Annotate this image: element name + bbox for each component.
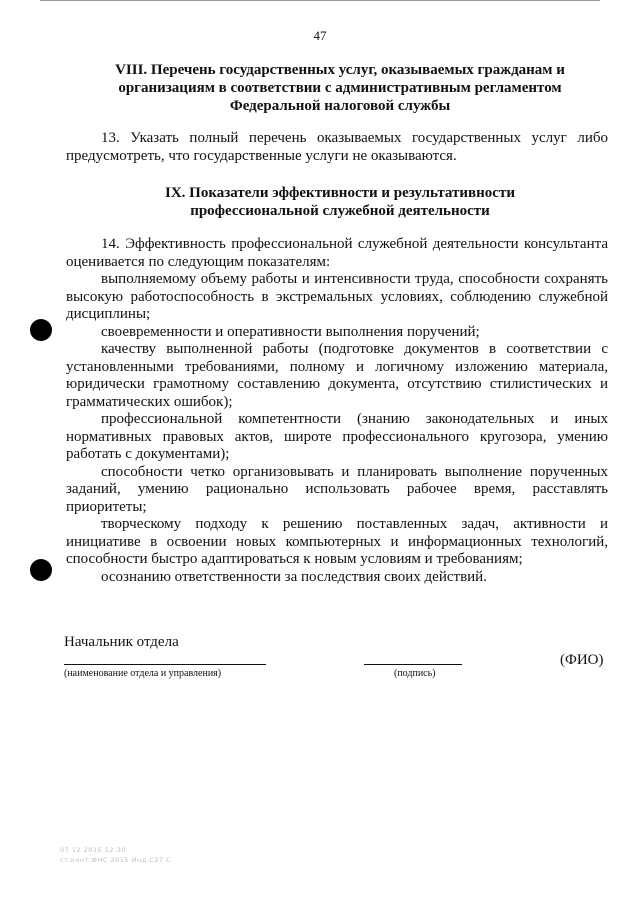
indicator-quality-line: установленными требованиями, полному и логичному изложению материала, — [66, 358, 608, 375]
section-9-title — [70, 184, 610, 220]
paragraph-14-intro-line: 14. Эффективность профессиональной служебной деятельности консультанта — [101, 236, 608, 252]
paragraph-13-line: 13. Указать полный перечень оказываемых государственных услуг либо — [101, 130, 608, 146]
indicator-responsibility-line: осознанию ответственности за последствия своих действий. — [101, 568, 487, 585]
paragraph-13 — [66, 130, 608, 165]
indicator-organization-line: приоритеты; — [66, 498, 147, 515]
indicator-creativity-line: способности быстро адаптироваться к новым условиям и требованиям; — [66, 551, 523, 567]
signature-line — [364, 664, 462, 665]
punch-hole-bottom — [30, 559, 52, 581]
indicator-creativity-line: инициативе в освоении новых компьютерных и информационных технологий, — [66, 533, 608, 550]
page-number: 47 — [313, 28, 327, 43]
paragraph-14 — [66, 236, 608, 586]
top-rule — [40, 0, 600, 1]
indicator-organization-line: заданий, умению рационально использовать рабочее время, расставлять — [66, 481, 608, 497]
paragraph-13-line: предусмотреть, что государственные услуги не оказываются. — [66, 147, 457, 164]
indicator-quality-line: юридически грамотному составлению документа, отсутствию стилистических и — [66, 376, 608, 392]
fio-label: (ФИО) — [560, 652, 604, 668]
department-caption: (наименование отдела и управления) — [64, 668, 222, 679]
department-signature-line — [64, 664, 266, 665]
indicator-workload-line: выполняемому объему работы и интенсивности труда, способности сохранять — [101, 271, 608, 287]
indicator-timeliness-line: своевременности и оперативности выполнения поручений; — [101, 323, 480, 340]
signature-caption: (подпись) — [394, 668, 436, 679]
section-9-title-line: IX. Показатели эффективности и результативности — [165, 185, 515, 201]
indicator-workload-line: дисциплины; — [66, 306, 151, 322]
section-8-title — [70, 61, 610, 115]
section-8-title-line: организациям в соответствии с административным регламентом — [118, 80, 562, 96]
registration-stamp-line: 07 12 2015 12:30 — [60, 846, 127, 854]
indicator-competence-line: работать с документами); — [66, 446, 230, 462]
indicator-organization-line: способности четко организовывать и планировать выполнение порученных — [101, 463, 608, 480]
section-8-title-line: VIII. Перечень государственных услуг, оказываемых гражданам и — [115, 62, 565, 78]
signature-title: Начальник отдела — [64, 634, 179, 650]
section-9-title-line: профессиональной служебной деятельности — [190, 203, 490, 219]
registration-stamp-line: ст.конт.ФНС 2015 Инд.С27 С — [60, 856, 172, 864]
indicator-quality-line: грамматических ошибок); — [66, 393, 233, 410]
indicator-creativity-line: творческому подходу к решению поставленных задач, активности и — [101, 516, 608, 532]
section-8-title-line: Федеральной налоговой службы — [229, 98, 451, 114]
indicator-competence-line: профессиональной компетентности (знанию законодательных и иных — [101, 411, 608, 427]
indicator-workload-line: высокую работоспособность в экстремальных условиях, соблюдению служебной — [66, 288, 608, 305]
paragraph-14-intro-line: оценивается по следующим показателям: — [66, 253, 331, 270]
indicator-quality-line: качеству выполненной работы (подготовке документов в соответствии с — [101, 341, 608, 357]
punch-hole-top — [30, 319, 52, 341]
indicator-competence-line: нормативных правовых актов, широте профессионального кругозора, умению — [66, 428, 608, 445]
